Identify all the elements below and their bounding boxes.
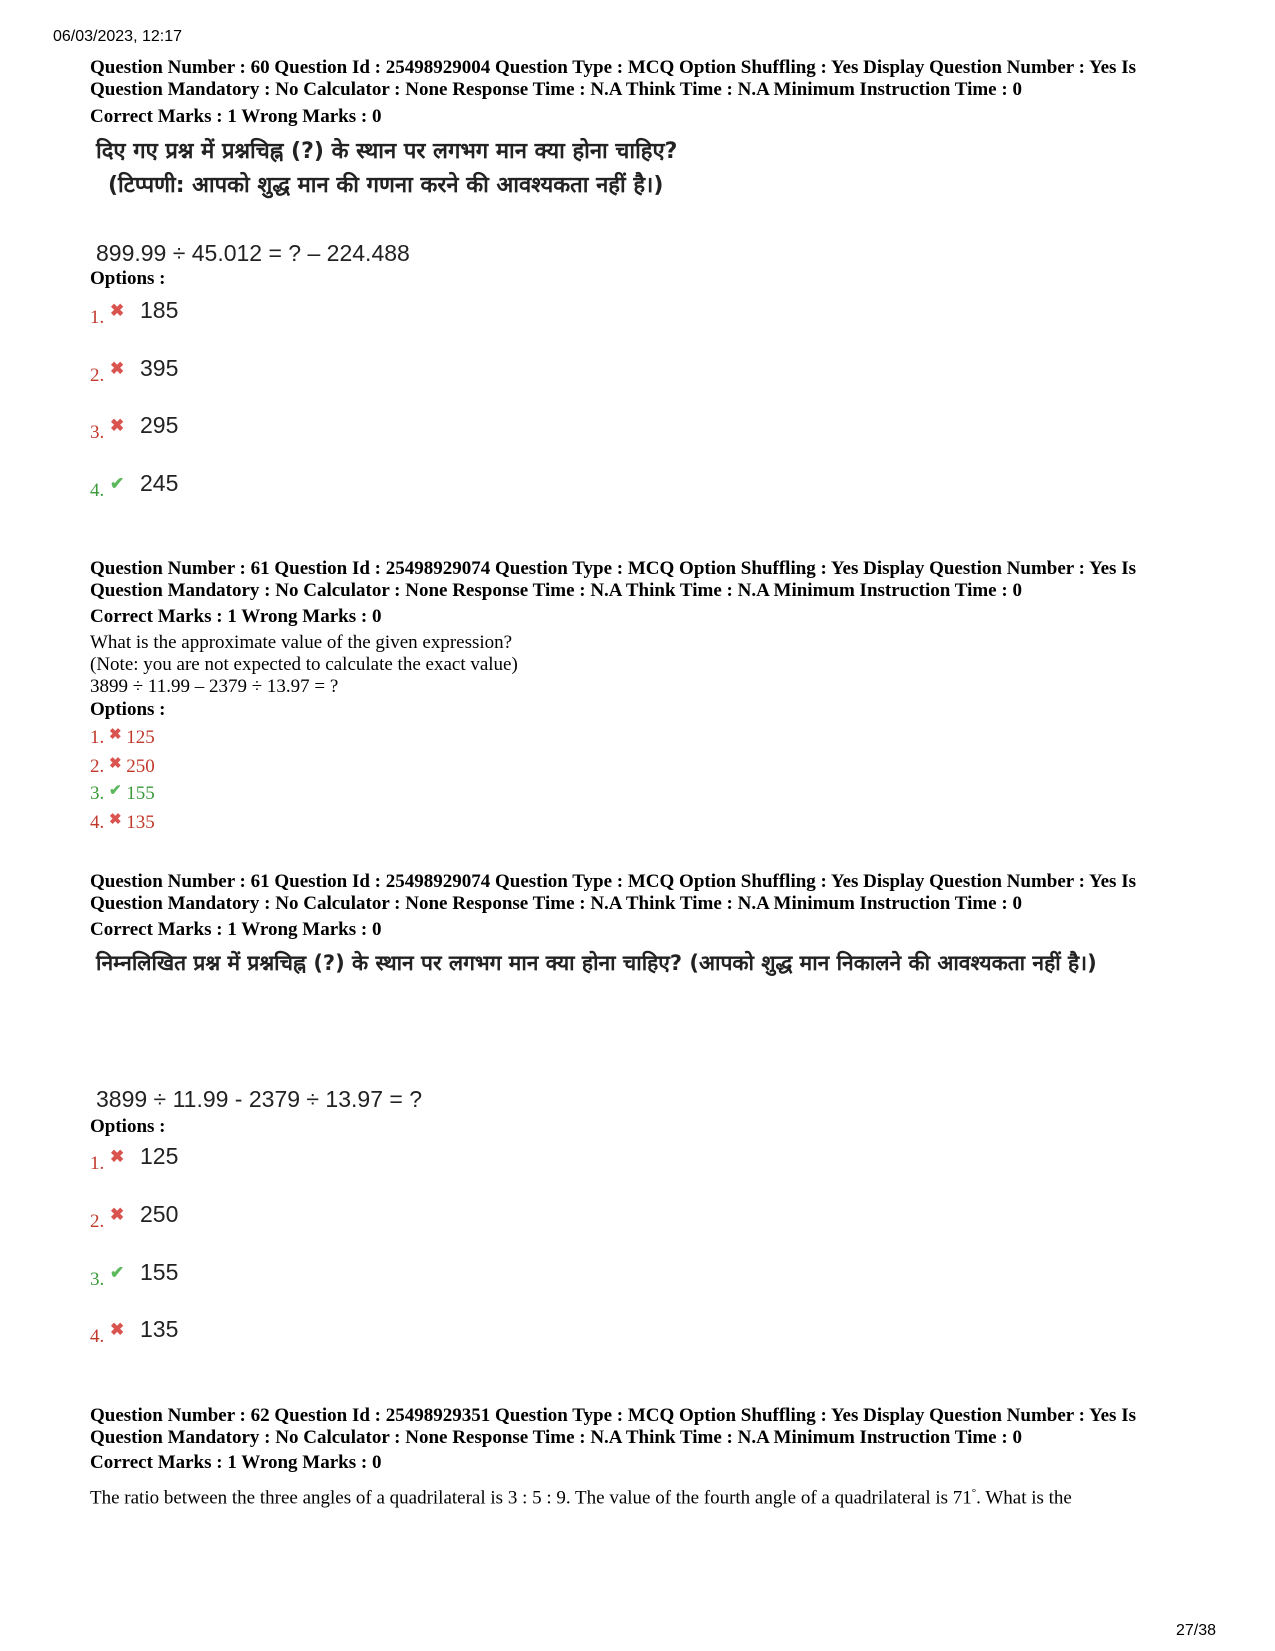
option-1 bbox=[90, 727, 155, 749]
option-number: 3. bbox=[90, 422, 105, 443]
option-number: 2. bbox=[90, 365, 105, 386]
option-value: 250 bbox=[140, 1201, 179, 1227]
question-62-marks: Correct Marks : 1 Wrong Marks : 0 bbox=[90, 1452, 382, 1473]
question-60-meta bbox=[90, 57, 1210, 101]
question-61-hindi-meta bbox=[90, 871, 1210, 915]
check-icon: ✔ bbox=[110, 1263, 125, 1282]
question-61-marks: Correct Marks : 1 Wrong Marks : 0 bbox=[90, 606, 382, 627]
meta-line: Question Number : 61 Question Id : 25498929074 Question Type : MCQ Option Shuffling : Yes Display Question Number : Yes Is bbox=[90, 558, 1136, 579]
option-value: 185 bbox=[140, 297, 179, 323]
question-61-meta bbox=[90, 558, 1210, 602]
options-heading: Options : bbox=[90, 1116, 166, 1137]
question-line: 3899 ÷ 11.99 – 2379 ÷ 13.97 = ? bbox=[90, 676, 339, 697]
option-4 bbox=[90, 812, 155, 834]
option-2 bbox=[90, 756, 155, 778]
option-value: 125 bbox=[140, 1143, 179, 1169]
question-text: The ratio between the three angles of a quadrilateral is 3 : 5 : 9. The value of the fourth angle of a quadrilateral is 71 bbox=[90, 1487, 972, 1509]
meta-line: Question Mandatory : No Calculator : None Response Time : N.A Think Time : N.A Minimum Instruction Time : 0 bbox=[90, 1427, 1022, 1448]
option-number: 3. bbox=[90, 783, 105, 804]
question-line: What is the approximate value of the given expression? bbox=[90, 632, 513, 653]
meta-line: Question Mandatory : No Calculator : None Response Time : N.A Think Time : N.A Minimum Instruction Time : 0 bbox=[90, 79, 1022, 100]
hindi-line: (टिप्पणी: आपको शुद्ध मान की गणना करने की आवश्यकता नहीं है।) bbox=[108, 173, 664, 198]
meta-line: Question Number : 61 Question Id : 25498929074 Question Type : MCQ Option Shuffling : Yes Display Question Number : Yes Is bbox=[90, 871, 1136, 892]
print-timestamp: 06/03/2023, 12:17 bbox=[53, 28, 183, 45]
option-value: 155 bbox=[140, 1259, 179, 1285]
meta-line: Question Mandatory : No Calculator : None Response Time : N.A Think Time : N.A Minimum Instruction Time : 0 bbox=[90, 893, 1022, 914]
option-number: 1. bbox=[90, 727, 105, 748]
option-3 bbox=[90, 783, 155, 805]
wrong-icon: ✖ bbox=[108, 727, 122, 743]
wrong-icon: ✖ bbox=[110, 1147, 125, 1166]
meta-line: Question Number : 60 Question Id : 25498929004 Question Type : MCQ Option Shuffling : Yes Display Question Number : Yes Is bbox=[90, 57, 1136, 78]
option-number: 3. bbox=[90, 1269, 105, 1290]
option-value: 135 bbox=[126, 812, 155, 833]
options-heading: Options : bbox=[90, 268, 166, 289]
wrong-icon: ✖ bbox=[110, 301, 125, 320]
option-value: 295 bbox=[140, 412, 179, 438]
question-62-text bbox=[90, 1482, 1072, 1509]
check-icon: ✔ bbox=[110, 474, 125, 493]
question-60-marks: Correct Marks : 1 Wrong Marks : 0 bbox=[90, 106, 382, 127]
question-61-text bbox=[90, 632, 518, 698]
question-62-meta bbox=[90, 1405, 1210, 1449]
check-icon: ✔ bbox=[108, 783, 122, 799]
option-value: 155 bbox=[126, 783, 155, 804]
wrong-icon: ✖ bbox=[110, 1205, 125, 1224]
question-61-expression: 3899 ÷ 11.99 - 2379 ÷ 13.97 = ? bbox=[96, 1086, 422, 1112]
question-60-hindi-text bbox=[96, 135, 677, 203]
wrong-icon: ✖ bbox=[110, 416, 125, 435]
option-number: 2. bbox=[90, 756, 105, 777]
question-60-expression: 899.99 ÷ 45.012 = ? – 224.488 bbox=[96, 240, 410, 266]
option-number: 4. bbox=[90, 1326, 105, 1347]
option-number: 2. bbox=[90, 1211, 105, 1232]
meta-line: Question Mandatory : No Calculator : None Response Time : N.A Think Time : N.A Minimum Instruction Time : 0 bbox=[90, 580, 1022, 601]
wrong-icon: ✖ bbox=[108, 812, 122, 828]
option-value: 395 bbox=[140, 355, 179, 381]
option-value: 125 bbox=[126, 727, 155, 748]
degree-symbol: ° bbox=[971, 1487, 977, 1499]
question-61-hindi-marks: Correct Marks : 1 Wrong Marks : 0 bbox=[90, 919, 382, 940]
option-number: 4. bbox=[90, 480, 105, 501]
hindi-line: दिए गए प्रश्न में प्रश्नचिह्न (?) के स्थान पर लगभग मान क्या होना चाहिए? bbox=[96, 139, 678, 164]
meta-line: Question Number : 62 Question Id : 25498929351 Question Type : MCQ Option Shuffling : Yes Display Question Number : Yes Is bbox=[90, 1405, 1136, 1426]
option-value: 250 bbox=[126, 756, 155, 777]
wrong-icon: ✖ bbox=[110, 1320, 125, 1339]
option-number: 1. bbox=[90, 1153, 105, 1174]
page-number: 27/38 bbox=[1176, 1622, 1217, 1639]
wrong-icon: ✖ bbox=[110, 359, 125, 378]
question-line: (Note: you are not expected to calculate the exact value) bbox=[90, 654, 518, 675]
option-number: 4. bbox=[90, 812, 105, 833]
question-text: . What is the bbox=[976, 1487, 1072, 1509]
option-value: 245 bbox=[140, 470, 179, 496]
option-value: 135 bbox=[140, 1316, 179, 1342]
options-heading: Options : bbox=[90, 699, 166, 720]
option-number: 1. bbox=[90, 307, 105, 328]
wrong-icon: ✖ bbox=[108, 756, 122, 772]
question-61-hindi-text: निम्नलिखित प्रश्न में प्रश्नचिह्न (?) के स्थान पर लगभग मान क्या होना चाहिए? (आपको शुद्ध मान निकालने की आवश्यकता नहीं है।) bbox=[96, 951, 1097, 975]
